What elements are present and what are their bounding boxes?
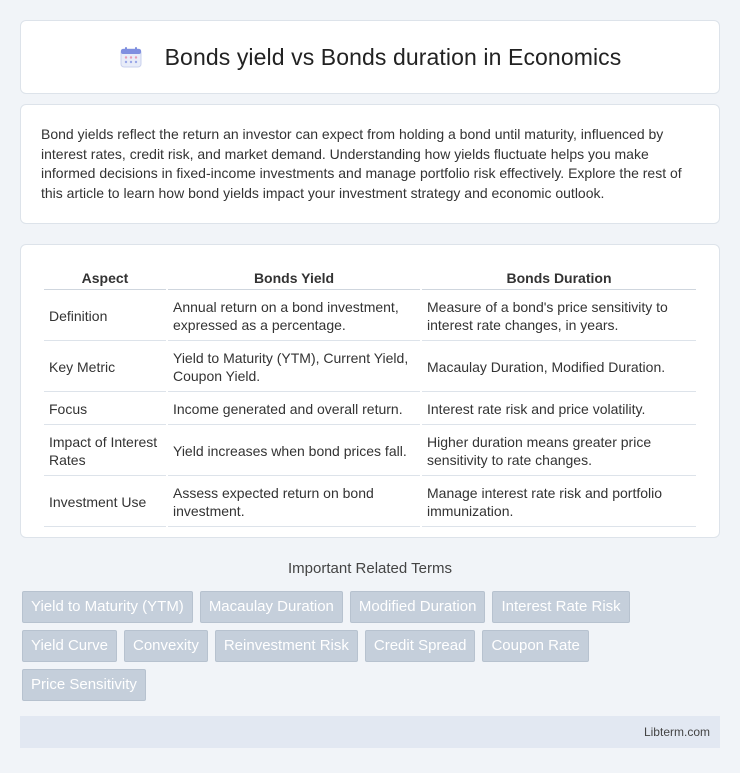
table-cell: Manage interest rate risk and portfolio immunization. bbox=[422, 478, 696, 527]
related-terms-list bbox=[20, 591, 720, 701]
table-cell: Investment Use bbox=[44, 478, 166, 527]
table-row bbox=[44, 427, 696, 476]
footer bbox=[20, 716, 720, 748]
related-terms-title: Important Related Terms bbox=[288, 560, 452, 577]
related-term-tag[interactable]: Macaulay Duration bbox=[200, 591, 343, 623]
comparison-table-card bbox=[20, 244, 720, 538]
table-cell: Interest rate risk and price volatility. bbox=[422, 394, 696, 425]
table-cell: Annual return on a bond investment, expressed as a percentage. bbox=[168, 292, 420, 341]
table-cell: Measure of a bond's price sensitivity to interest rate changes, in years. bbox=[422, 292, 696, 341]
related-term-tag[interactable]: Coupon Rate bbox=[482, 630, 588, 662]
table-cell: Impact of Interest Rates bbox=[44, 427, 166, 476]
page-title: Bonds yield vs Bonds duration in Economics bbox=[164, 43, 622, 70]
table-header: Aspect bbox=[44, 267, 166, 290]
intro-card bbox=[20, 104, 720, 224]
table-row bbox=[44, 394, 696, 425]
related-term-tag[interactable]: Reinvestment Risk bbox=[215, 630, 358, 662]
table-cell: Yield to Maturity (YTM), Current Yield, Coupon Yield. bbox=[168, 343, 420, 392]
table-cell: Macaulay Duration, Modified Duration. bbox=[422, 343, 696, 392]
table-header: Bonds Yield bbox=[168, 267, 420, 290]
table-cell: Definition bbox=[44, 292, 166, 341]
footer-brand-link[interactable]: Libterm.com bbox=[643, 725, 710, 739]
intro-text: Bond yields reflect the return an investor can expect from holding a bond until maturity, influenced by interest rates, credit risk, and market demand. Understanding how yields fluctuate helps you make informed decisions in fixed-income investments and manage portfolio risk effectively. Explore the rest of this article to learn how bond yields impact your investment strategy and economic outlook. bbox=[41, 126, 682, 201]
related-term-tag[interactable]: Price Sensitivity bbox=[22, 669, 146, 701]
table-row bbox=[44, 343, 696, 392]
related-term-tag[interactable]: Convexity bbox=[124, 630, 208, 662]
table-cell: Assess expected return on bond investment. bbox=[168, 478, 420, 527]
related-term-tag[interactable]: Interest Rate Risk bbox=[492, 591, 629, 623]
table-cell: Income generated and overall return. bbox=[168, 394, 420, 425]
table-header: Bonds Duration bbox=[422, 267, 696, 290]
table-cell: Key Metric bbox=[44, 343, 166, 392]
related-term-tag[interactable]: Modified Duration bbox=[350, 591, 486, 623]
related-term-tag[interactable]: Credit Spread bbox=[365, 630, 476, 662]
related-term-tag[interactable]: Yield to Maturity (YTM) bbox=[22, 591, 193, 623]
table-header-row bbox=[44, 267, 696, 290]
table-cell: Focus bbox=[44, 394, 166, 425]
calendar-icon bbox=[119, 45, 143, 69]
header-card bbox=[20, 20, 720, 94]
table-cell: Higher duration means greater price sensitivity to rate changes. bbox=[422, 427, 696, 476]
table-row bbox=[44, 292, 696, 341]
comparison-table bbox=[42, 265, 698, 529]
related-term-tag[interactable]: Yield Curve bbox=[22, 630, 117, 662]
table-cell: Yield increases when bond prices fall. bbox=[168, 427, 420, 476]
table-row bbox=[44, 478, 696, 527]
